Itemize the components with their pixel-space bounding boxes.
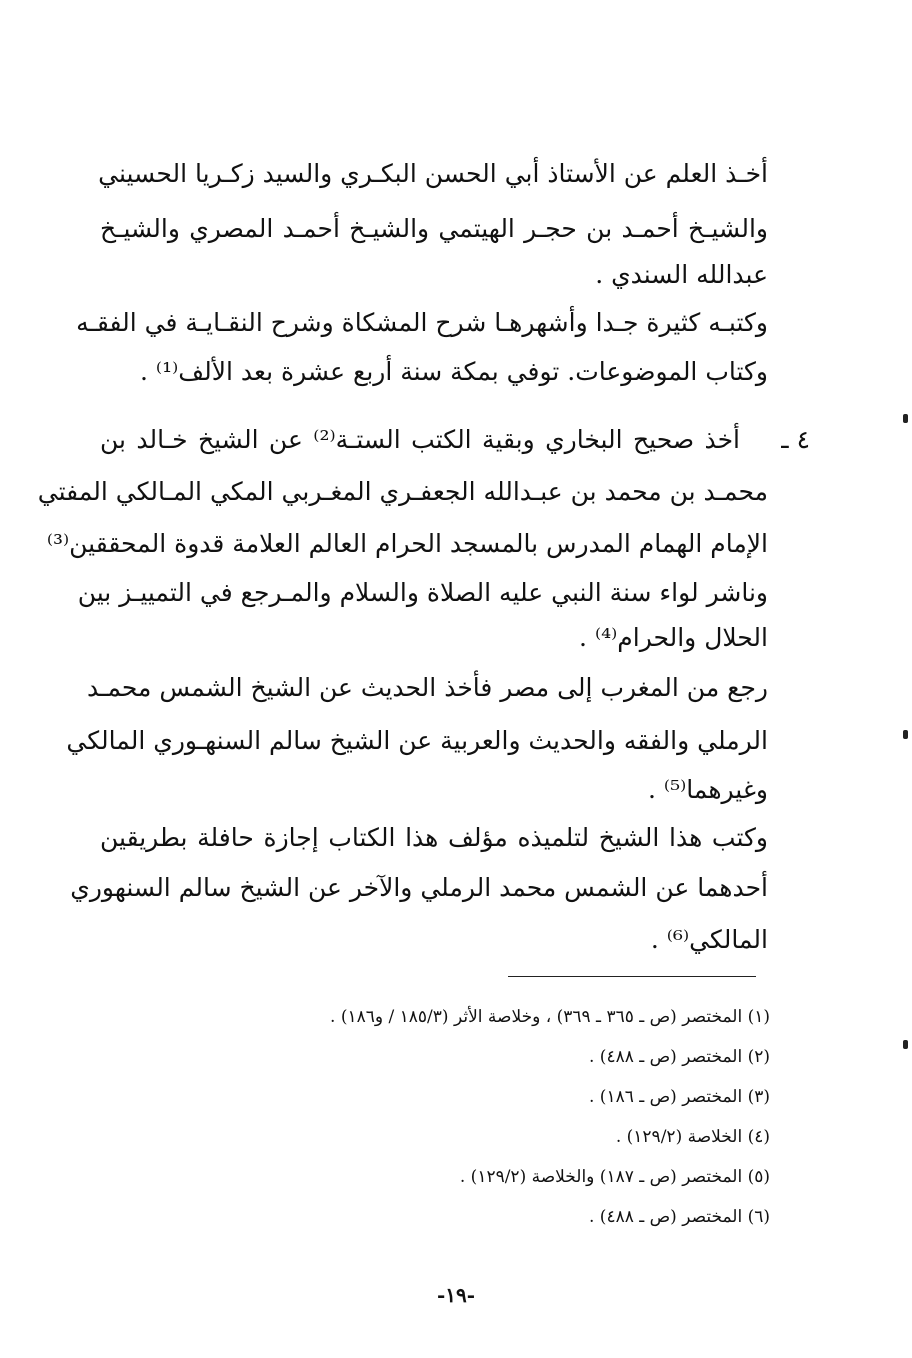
- body-line: المالكي⁽⁶⁾ .: [650, 925, 768, 954]
- body-line: أخذ صحيح البخاري وبقية الكتب الستـة⁽²⁾ عن الشيخ خـالد بن: [100, 425, 740, 454]
- footnote: (١) المختصر (ص ـ ٣٦٥ ـ ٣٦٩) ، وخلاصة الأثر (١٨٥/٣ / و١٨٦) .: [330, 1007, 770, 1027]
- page-number: -١٩-: [436, 1283, 476, 1307]
- body-line: الحلال والحرام⁽⁴⁾ .: [579, 623, 768, 652]
- footnote: (٢) المختصر (ص ـ ٤٨٨) .: [588, 1047, 770, 1067]
- list-item-number: ٤ ـ: [781, 425, 810, 454]
- footnote: (٣) المختصر (ص ـ ١٨٦) .: [588, 1087, 770, 1107]
- body-line: الرملي والفقه والحديث والعربية عن الشيخ سالم السنهـوري المالكي: [66, 726, 768, 755]
- footnote: (٥) المختصر (ص ـ ١٨٧) والخلاصة (١٢٩/٢) .: [459, 1167, 770, 1187]
- body-line: أحدهما عن الشمس محمد الرملي والآخر عن الشيخ سالم السنهوري: [70, 873, 768, 902]
- body-line: وغيرهما⁽⁵⁾ .: [648, 775, 768, 804]
- footnote: (٦) المختصر (ص ـ ٤٨٨) .: [588, 1207, 770, 1227]
- footnote-divider: [508, 976, 756, 977]
- body-line: وكتبـه كثيرة جـدا وأشهرهـا شرح المشكاة وشرح النقـايـة في الفقـه: [76, 308, 768, 337]
- footnote: (٤) الخلاصة (١٢٩/٢) .: [615, 1127, 770, 1147]
- body-line: رجع من المغرب إلى مصر فأخذ الحديث عن الشيخ الشمس محمـد: [87, 673, 768, 702]
- body-line: أخـذ العلم عن الأستاذ أبي الحسن البكـري والسيد زكـريا الحسيني: [98, 159, 768, 188]
- scan-edge-mark: [903, 414, 908, 423]
- body-line: وكتب هذا الشيخ لتلميذه مؤلف هذا الكتاب إجازة حافلة بطريقين: [100, 823, 768, 852]
- body-line: عبدالله السندي .: [595, 260, 768, 289]
- scan-edge-mark: [903, 1040, 908, 1049]
- body-line: وناشر لواء سنة النبي عليه الصلاة والسلام والمـرجع في التمييـز بين: [77, 578, 768, 607]
- body-line: والشيـخ أحمـد بن حجـر الهيتمي والشيـخ أحمـد المصري والشيـخ: [100, 214, 768, 243]
- body-line: محمـد بن محمد بن عبـدالله الجعفـري المغـربي المكي المـالكي المفتي: [37, 477, 768, 506]
- body-line: الإمام الهمام المدرس بالمسجد الحرام العالم العلامة قدوة المحققين⁽³⁾: [46, 529, 768, 558]
- scan-edge-mark: [903, 730, 908, 739]
- body-line: وكتاب الموضوعات. توفي بمكة سنة أربع عشرة بعد الألف⁽¹⁾ .: [140, 357, 768, 386]
